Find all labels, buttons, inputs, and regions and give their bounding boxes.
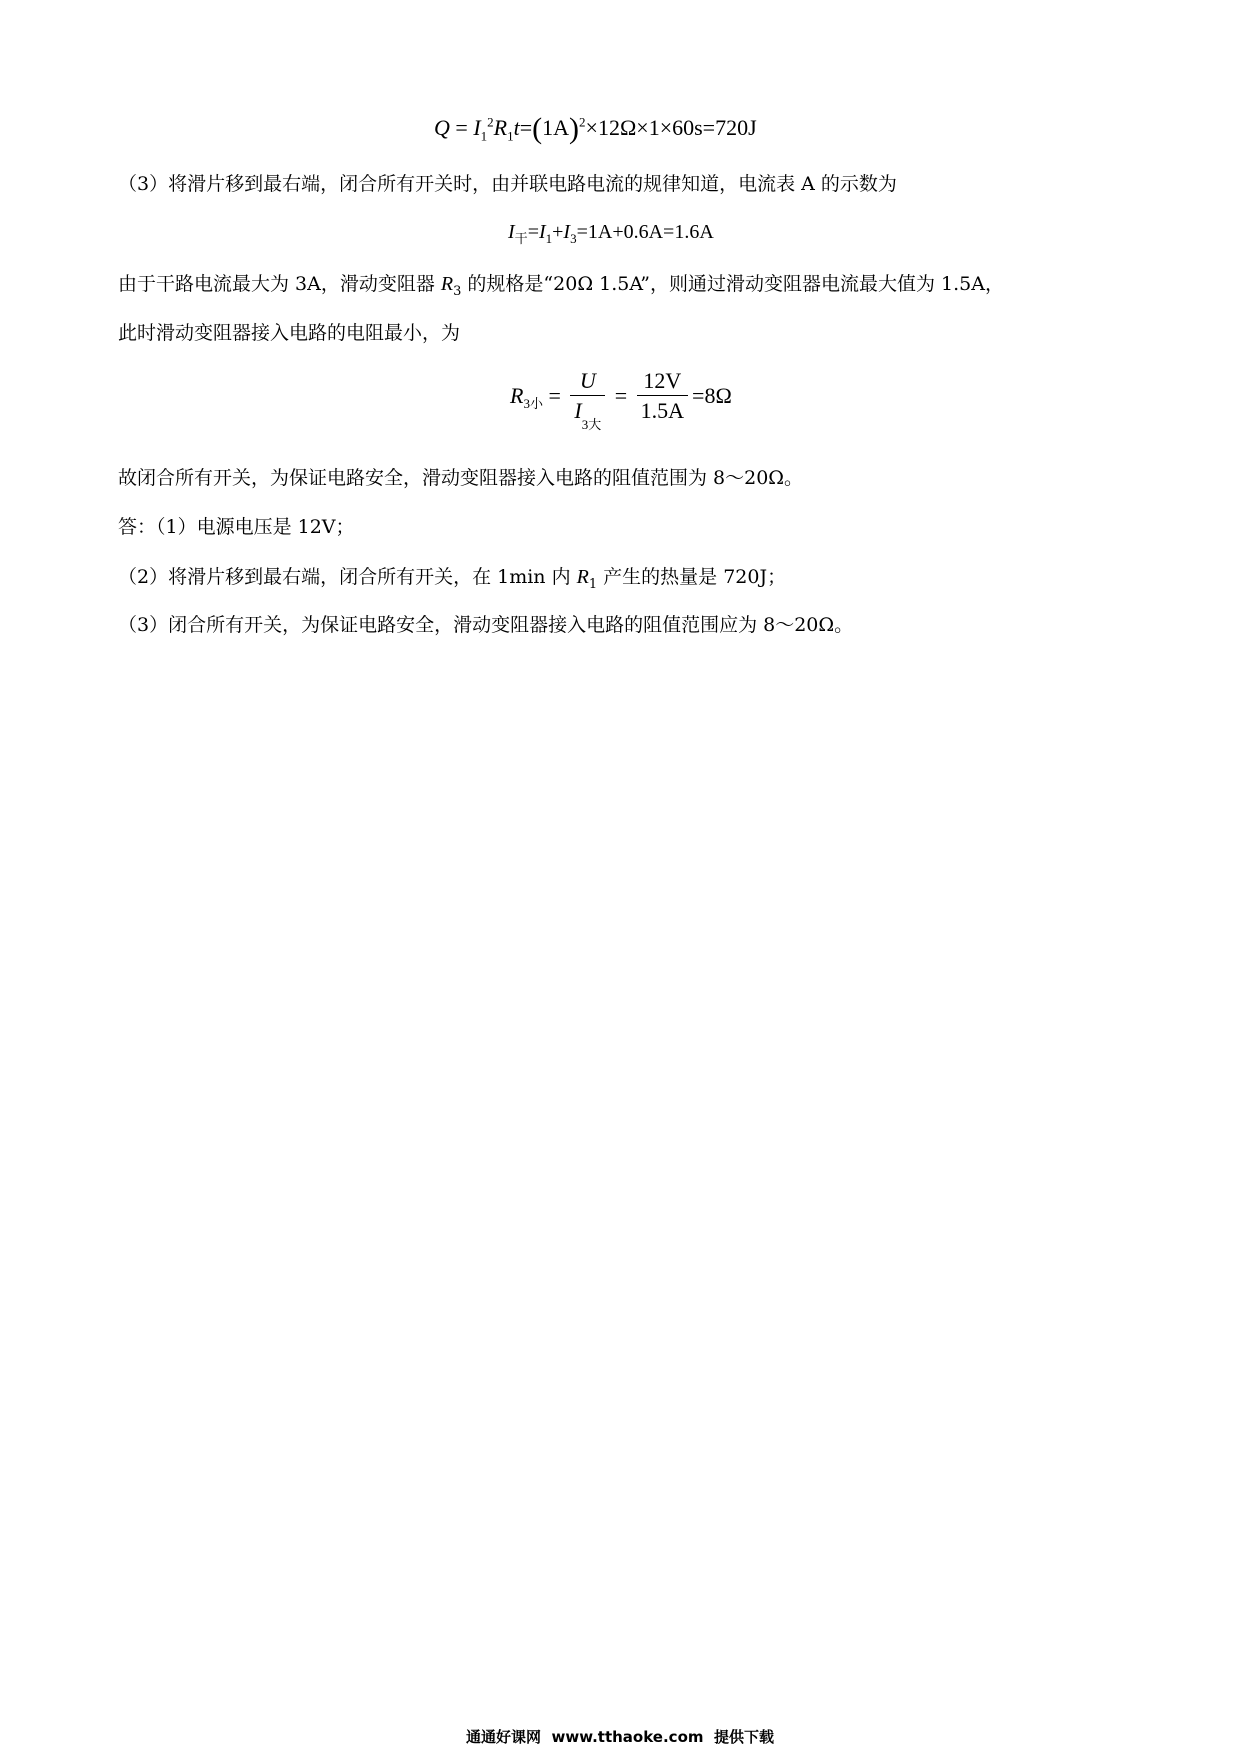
eq-text: =8Ω — [692, 383, 732, 408]
eq-text: =1A+0.6A=1.6A — [576, 221, 714, 243]
text-run: 的规格是“20Ω 1.5A”，则通过滑动变阻器电流最大值为 1.5A， — [461, 273, 1004, 295]
eq-subscript: 3 — [453, 283, 462, 299]
eq-symbol: I — [563, 221, 571, 243]
eq-subscript: 3大 — [581, 417, 602, 433]
eq-symbol: t — [513, 115, 520, 140]
eq-symbol: R — [440, 273, 454, 295]
text-run: （2）将滑片移到最右端，闭合所有开关，在 1min 内 — [118, 566, 577, 588]
eq-text: ×12Ω×1×60s=720J — [585, 115, 757, 140]
equation-resistance: R $_{3小}$ = $\frac{U}{I_{3大}}$ = $\frac{12V}{1.5A}$ =8Ω — [510, 368, 732, 433]
eq-paren: ) — [569, 112, 580, 145]
eq-subscript: 3 — [570, 231, 577, 246]
eq-text: = — [542, 383, 567, 408]
fraction-denominator: 1.5A — [640, 398, 685, 423]
eq-symbol: R — [510, 383, 524, 408]
eq-symbol: Q — [434, 115, 450, 140]
eq-symbol: I — [508, 221, 515, 243]
fraction-numerator: U — [570, 370, 605, 396]
eq-text: 1A — [542, 115, 570, 140]
eq-text: = — [527, 221, 539, 243]
eq-symbol: I — [473, 115, 481, 140]
eq-symbol: R — [576, 566, 589, 588]
eq-text: + — [552, 221, 564, 243]
footer-watermark: 通通好课网 www.tthaoke.com 提供下载 — [466, 1728, 774, 1746]
eq-symbol: R — [493, 115, 508, 140]
fraction-u-over-i — [570, 368, 605, 433]
text-run: 产生的热量是 720J； — [597, 566, 787, 588]
eq-symbol: I — [574, 398, 582, 423]
eq-subscript: 干 — [514, 231, 528, 246]
equation-heat — [434, 114, 757, 144]
paragraph-max-current — [118, 273, 1004, 299]
eq-superscript: 2 — [579, 114, 586, 130]
eq-superscript: 2 — [487, 114, 494, 130]
fraction-denominator — [570, 396, 605, 433]
paragraph-conclusion: 故闭合所有开关，为保证电路安全，滑动变阻器接入电路的阻值范围为 8～20Ω。 — [118, 467, 804, 489]
eq-text: = — [519, 115, 533, 140]
eq-paren: ( — [532, 112, 543, 145]
answer-3: （3）闭合所有开关，为保证电路安全，滑动变阻器接入电路的阻值范围应为 8～20Ω。 — [118, 614, 854, 636]
answer-1: 答：（1）电源电压是 12V； — [118, 516, 355, 538]
answer-2 — [118, 566, 787, 592]
eq-subscript: 1 — [480, 128, 488, 144]
eq-subscript: 1 — [507, 128, 514, 144]
eq-subscript: 1 — [588, 576, 598, 592]
equation-current — [508, 221, 714, 246]
paragraph-part3-intro: （3）将滑片移到最右端，闭合所有开关时，由并联电路电流的规律知道，电流表 A 的示数为 — [118, 173, 897, 195]
text-run: 由于干路电流最大为 3A，滑动变阻器 — [118, 273, 441, 295]
fraction-values — [637, 370, 688, 422]
eq-symbol: I — [538, 221, 546, 243]
eq-text: = — [449, 115, 474, 140]
eq-subscript: 1 — [545, 231, 553, 246]
eq-text: = — [609, 383, 633, 408]
fraction-numerator: 12V — [637, 370, 688, 396]
paragraph-min-resistance: 此时滑动变阻器接入电路的电阻最小，为 — [118, 322, 461, 344]
